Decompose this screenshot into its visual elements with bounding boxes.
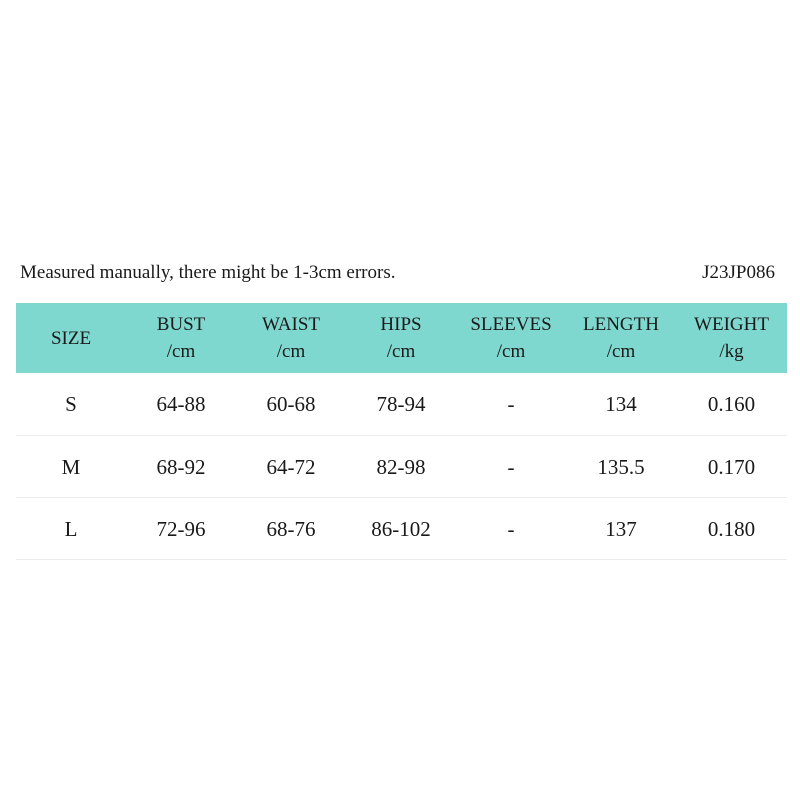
table-row	[16, 373, 787, 435]
cell-waist: 68-76	[266, 516, 316, 541]
cell-size: L	[64, 516, 78, 541]
cell-hips: 86-102	[371, 516, 431, 541]
header-label: LENGTH	[583, 314, 659, 335]
cell-length: 135.5	[597, 454, 645, 479]
cell-hips: 78-94	[376, 392, 426, 417]
header-label: HIPS	[380, 314, 422, 335]
header-label: SIZE	[50, 327, 92, 349]
cell-size: M	[61, 454, 81, 479]
cell-weight: 0.160	[707, 392, 756, 417]
cell-bust: 68-92	[156, 454, 206, 479]
header-unit: /cm	[496, 341, 526, 362]
cell-sleeves: -	[507, 516, 515, 541]
header-label: WEIGHT	[694, 314, 769, 335]
size-chart-table	[16, 303, 787, 560]
header-unit: /kg	[719, 341, 744, 362]
header-label: BUST	[156, 314, 206, 335]
header-unit: /cm	[166, 341, 196, 362]
header-size	[16, 303, 126, 373]
table-row	[16, 497, 787, 559]
header-unit: /cm	[276, 341, 306, 362]
cell-hips: 82-98	[376, 454, 426, 479]
table-row	[16, 435, 787, 497]
cell-weight: 0.180	[707, 516, 756, 541]
cell-bust: 72-96	[156, 516, 206, 541]
cell-waist: 60-68	[266, 392, 316, 417]
header-sleeves	[456, 303, 566, 373]
measurement-note	[20, 261, 775, 285]
header-label: SLEEVES	[470, 314, 552, 335]
header-unit: /cm	[606, 341, 636, 362]
header-label: WAIST	[261, 314, 321, 335]
header-bust	[126, 303, 236, 373]
cell-bust: 64-88	[156, 392, 206, 417]
header-length	[566, 303, 676, 373]
header-hips	[346, 303, 456, 373]
cell-sleeves: -	[507, 392, 515, 417]
product-code: J23JP086	[702, 262, 775, 283]
header-weight	[676, 303, 787, 373]
header-unit: /cm	[386, 341, 416, 362]
cell-length: 137	[605, 516, 637, 541]
cell-length: 134	[605, 392, 637, 417]
cell-weight: 0.170	[707, 454, 756, 479]
header-waist	[236, 303, 346, 373]
cell-waist: 64-72	[266, 454, 316, 479]
table-header-row	[16, 303, 787, 373]
measurement-disclaimer: Measured manually, there might be 1-3cm errors.	[20, 262, 396, 283]
cell-sleeves: -	[507, 454, 515, 479]
cell-size: S	[65, 392, 77, 417]
